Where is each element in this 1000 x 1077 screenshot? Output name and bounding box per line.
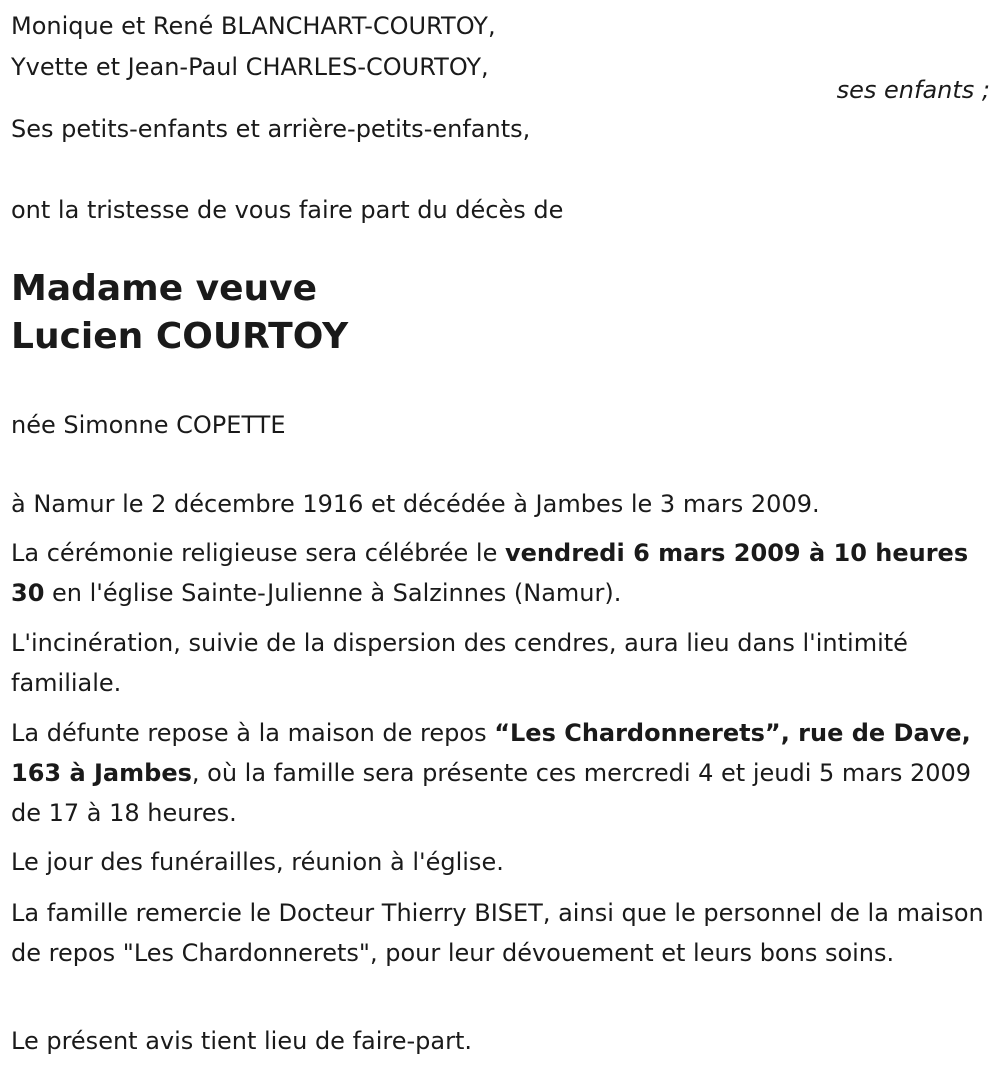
closing-text: Le présent avis tient lieu de faire-part. — [11, 1027, 473, 1055]
ceremony-text-after: en l'église Sainte-Julienne à Salzinnes (Namur). — [44, 579, 622, 607]
family-line-2: Yvette et Jean-Paul CHARLES-COURTOY, — [11, 53, 489, 81]
ceremony-text-before: La cérémonie religieuse sera célébrée le — [11, 539, 505, 567]
family-line-1: Monique et René BLANCHART-COURTOY, — [11, 12, 496, 40]
viewing-paragraph — [11, 713, 991, 833]
ceremony-paragraph — [11, 533, 991, 613]
funeral-day-text: Le jour des funérailles, réunion à l'église. — [11, 848, 504, 876]
viewing-text-after: , où la famille sera présente ces mercredi 4 et jeudi 5 mars 2009 de 17 à 18 heures. — [11, 759, 972, 827]
family-role: ses enfants ; — [836, 76, 990, 104]
thanks-paragraph: La famille remercie le Docteur Thierry BISET, ainsi que le personnel de la maison de repos "Les Chardonnerets", pour leur dévouement et leurs bons soins. — [11, 899, 984, 967]
birth-death-dates: à Namur le 2 décembre 1916 et décédée à Jambes le 3 mars 2009. — [11, 490, 820, 518]
ceremony-datetime: vendredi 6 mars 2009 à 10 heures 30 — [11, 539, 969, 607]
family-line-3: Ses petits-enfants et arrière-petits-enfants, — [11, 115, 531, 143]
deceased-name-line-2: Lucien COURTOY — [11, 316, 349, 357]
viewing-text-before: La défunte repose à la maison de repos — [11, 719, 495, 747]
viewing-place: “Les Chardonnerets”, rue de Dave, 163 à Jambes — [11, 719, 971, 787]
birth-name: née Simonne COPETTE — [11, 411, 286, 439]
intro-text: ont la tristesse de vous faire part du décès de — [11, 196, 564, 224]
deceased-name-line-1: Madame veuve — [11, 268, 318, 309]
cremation-paragraph: L'incinération, suivie de la dispersion des cendres, aura lieu dans l'intimité familiale. — [11, 629, 908, 697]
